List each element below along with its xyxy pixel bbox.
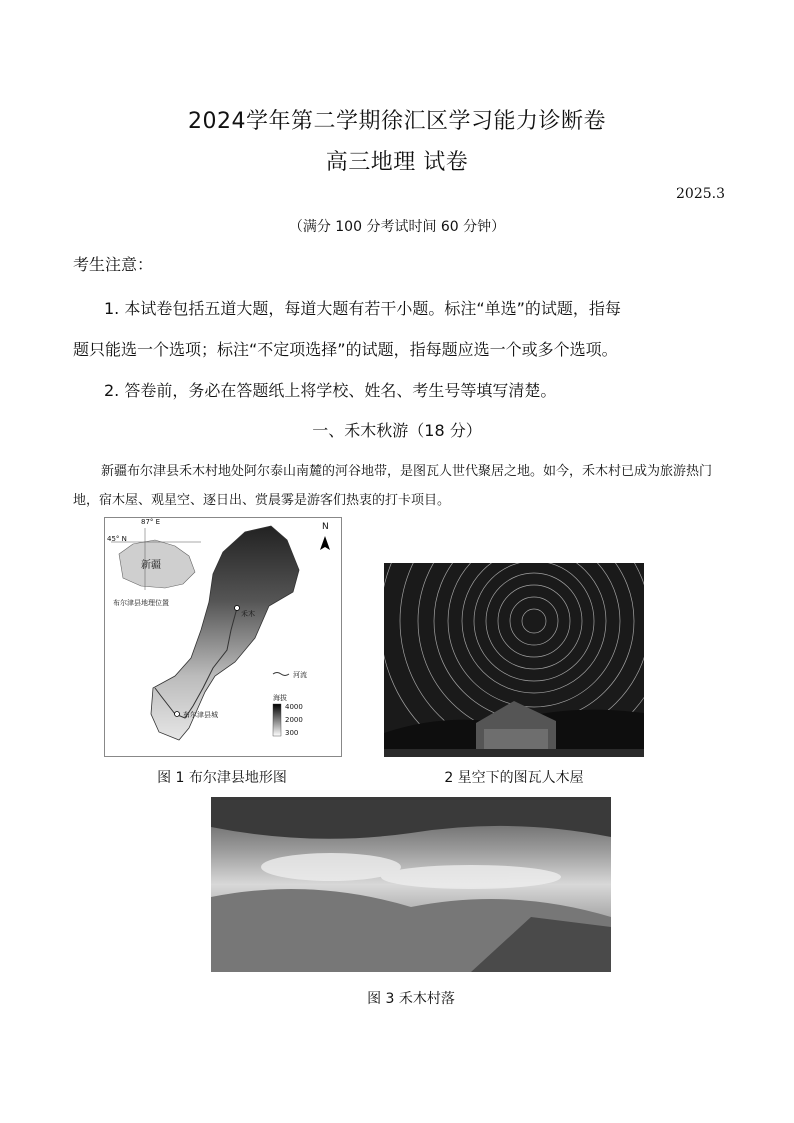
figure-3-caption: 图 3 禾木村落 <box>367 991 455 1007</box>
figure-1-map <box>104 517 342 757</box>
notice-item-2: 2. 答卷前，务必在答题纸上将学校、姓名、考生号等填写清楚。 <box>104 381 557 400</box>
place-hemu-label: 禾木 <box>241 610 255 618</box>
place-county-label: 布尔津县城 <box>183 711 218 719</box>
exam-date: 2025.3 <box>676 186 725 202</box>
legend-elevation-low: 300 <box>285 729 299 737</box>
inset-region-label: 新疆 <box>141 560 161 571</box>
legend-river-label: 河流 <box>293 671 307 679</box>
section-intro: 新疆布尔津县禾木村地处阿尔泰山南麓的河谷地带，是图瓦人世代聚居之地。如今，禾木村已成为旅游热门地，宿木屋、观星空、逐日出、赏晨雾是游客们热衷的打卡项目。 <box>73 464 713 508</box>
north-arrow-icon <box>320 536 330 550</box>
terrain-map <box>105 518 341 756</box>
figure-3-photo <box>211 797 611 972</box>
figure-2-photo <box>384 563 644 757</box>
legend-elevation-title: 海拔 <box>273 694 287 702</box>
notice-heading: 考生注意： <box>73 255 154 274</box>
legend-river-icon <box>273 673 289 676</box>
inset-caption: 布尔津县地理位置 <box>113 599 169 607</box>
star-trails-image <box>384 563 644 757</box>
notice-item-1-line-1: 1. 本试卷包括五道大题，每道大题有若干小题。标注“单选”的试题，指每 <box>104 299 621 318</box>
hemu-village-image <box>211 797 611 972</box>
legend-elevation-mid: 2000 <box>285 716 303 724</box>
full-mark-info: （满分 100 分考试时间 60 分钟） <box>288 219 506 235</box>
hemu-marker <box>235 606 240 611</box>
section-heading: 一、禾木秋游（18 分） <box>312 421 482 440</box>
legend-elevation-high: 4000 <box>285 703 303 711</box>
longitude-label: 87° E <box>141 518 161 526</box>
page-title: 2024学年第二学期徐汇区学习能力诊断卷 <box>188 109 606 134</box>
latitude-label: 45° N <box>107 535 127 543</box>
north-label: N <box>322 522 329 532</box>
page-subtitle: 高三地理 试卷 <box>325 150 469 175</box>
notice-item-1-line-2: 题只能选一个选项；标注“不定项选择”的试题，指每题应选一个或多个选项。 <box>73 340 618 359</box>
county-seat-marker <box>175 712 180 717</box>
figure-2-caption: 2 星空下的图瓦人木屋 <box>444 770 584 786</box>
figure-1-caption: 图 1 布尔津县地形图 <box>157 770 287 786</box>
elevation-legend-bar <box>273 704 281 736</box>
